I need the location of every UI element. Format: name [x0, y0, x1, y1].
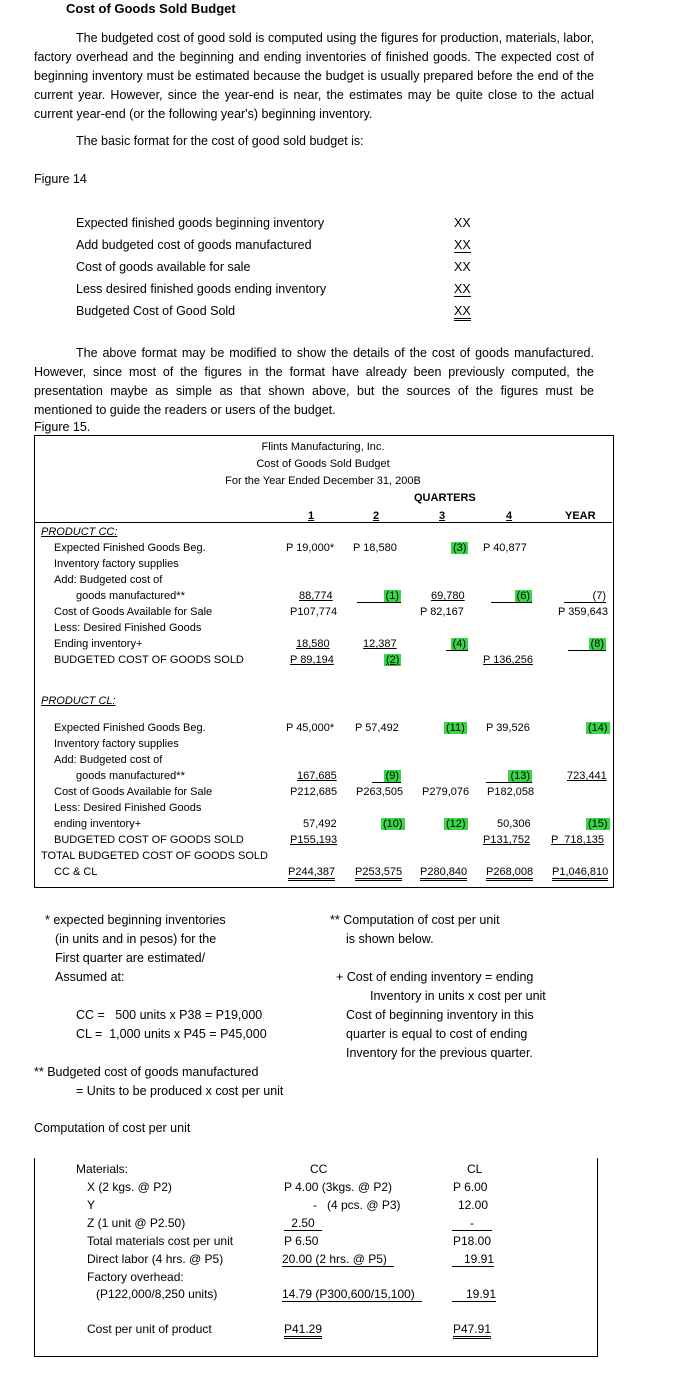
note-left-line: * expected beginning inventories [45, 913, 226, 927]
cl-gm-q1: 167,685 [297, 770, 337, 782]
format-row-value: XX [454, 282, 471, 296]
cc-gm-q3: 69,780 [431, 590, 465, 602]
cpu-header-cl: CL [467, 1162, 483, 1176]
cc-bcogs-q1: P 89,194 [290, 654, 334, 666]
cl-beg-year: (14) [588, 722, 608, 734]
x-label: X (2 kgs. @ P2) [87, 1180, 172, 1194]
row-label: Ending inventory+ [54, 638, 143, 650]
product-cc-heading: PRODUCT CC: [41, 526, 118, 538]
format-row-value: XX [454, 304, 471, 321]
note-left-line: Assumed at: [55, 970, 125, 984]
row-label: Less: Desired Finished Goods [54, 802, 202, 814]
q1-header: 1 [308, 510, 315, 522]
cc-beg-q3: (3) [453, 542, 467, 554]
paragraph-basic-format: The basic format for the cost of good sold budget is: [76, 134, 364, 148]
cl-bcogs-year: P 718,135 [551, 834, 605, 846]
note-right-line: ** Computation of cost per unit [330, 913, 500, 927]
row-label: Expected Finished Goods Beg. [54, 542, 206, 554]
row-label: Add: Budgeted cost of [54, 754, 163, 766]
total-q4: P268,008 [486, 866, 533, 881]
figure-14-label: Figure 14 [34, 172, 87, 186]
cc-bcogs-q2: (2) [386, 654, 400, 666]
total-materials-cc: P 6.50 [284, 1234, 319, 1248]
cost-per-unit-cc: P41.29 [284, 1322, 322, 1339]
note-right-line: quarter is equal to cost of ending [346, 1027, 528, 1041]
cc-avail-q1: P107,774 [290, 606, 338, 618]
factory-overhead-cc: 14.79 (P300,600/15,100) [282, 1287, 422, 1302]
factory-overhead-sub: (P122,000/8,250 units) [96, 1287, 218, 1301]
cc-end-q3: (4) [446, 638, 468, 651]
factory-overhead-cl: 19.91 [452, 1287, 496, 1302]
cl-gm-q2: (9) [372, 770, 401, 783]
format-row-label: Less desired finished goods ending inventory [76, 282, 327, 296]
cc-beginning-calc: CC = 500 units x P38 = P19,000 [76, 1008, 263, 1022]
table-period: For the Year Ended December 31, 200B [225, 475, 421, 487]
cl-gm-year: 723,441 [567, 770, 607, 782]
cc-beg-q2: P 18,580 [353, 542, 397, 554]
z-cl: - [452, 1216, 492, 1231]
note-right-line: Inventory for the previous quarter. [346, 1046, 533, 1060]
cc-avail-year: P 359,643 [558, 606, 608, 618]
bcgm-note: ** Budgeted cost of goods manufactured [34, 1065, 259, 1079]
total-year: P1,046,810 [552, 866, 608, 881]
cost-per-unit-cl: P47.91 [453, 1322, 491, 1339]
note-left-line: First quarter are estimated/ [55, 951, 206, 965]
cc-bcogs-q4: P 136,256 [483, 654, 533, 666]
cl-avail-q4: P182,058 [487, 786, 535, 798]
y-label: Y [87, 1198, 96, 1212]
total-materials-cl: P18.00 [453, 1234, 492, 1248]
total-materials-label: Total materials cost per unit [87, 1234, 234, 1248]
cc-gm-q1: 88,774 [299, 590, 333, 602]
cl-end-q2: (10) [383, 818, 403, 830]
format-row-value: XX [454, 260, 471, 274]
cl-end-q4: 50,306 [497, 818, 531, 830]
cl-end-year: (15) [588, 818, 608, 830]
cc-gm-year: (7) [564, 590, 606, 603]
figure-15-label: Figure 15. [34, 420, 91, 434]
header-rule [34, 522, 612, 523]
row-label: Less: Desired Finished Goods [54, 622, 202, 634]
q2-header: 2 [373, 510, 380, 522]
cl-gm-q4: (13) [486, 770, 532, 783]
y-cl: 12.00 [458, 1198, 489, 1212]
row-label: ending inventory+ [54, 818, 142, 830]
note-right-line: is shown below. [346, 932, 434, 946]
row-label: Inventory factory supplies [54, 558, 179, 570]
paragraph-modified-format: The above format may be modified to show the details of the cost of goods manufactured. However, since most of the figures in the format have already been previously computed, the presentation maybe as simple as that shown above, but the sources of the figures must be mentioned to guide the readers or users of the budget. [34, 346, 594, 417]
z-label: Z (1 unit @ P2.50) [87, 1216, 186, 1230]
direct-labor-cl: 19.91 [452, 1252, 494, 1267]
row-label: Add: Budgeted cost of [54, 574, 163, 586]
cc-end-q1: 18,580 [296, 638, 330, 650]
cl-beg-q3: (11) [446, 722, 465, 734]
cc-avail-q3: P 82,167 [420, 606, 464, 618]
format-row-label: Budgeted Cost of Good Sold [76, 304, 236, 318]
total-q2: P253,575 [355, 866, 402, 881]
cl-beg-q2: P 57,492 [355, 722, 399, 734]
cc-gm-q4: (6) [491, 590, 532, 603]
cl-beginning-calc: CL = 1,000 units x P45 = P45,000 [76, 1027, 267, 1041]
cc-end-year: (8) [568, 638, 606, 651]
materials-label: Materials: [76, 1162, 129, 1176]
note-right-line: + Cost of ending inventory = ending [336, 970, 534, 984]
bcgm-formula: = Units to be produced x cost per unit [76, 1084, 284, 1098]
row-label: Inventory factory supplies [54, 738, 179, 750]
note-left-line: (in units and in pesos) for the [55, 932, 217, 946]
row-label: goods manufactured** [76, 770, 185, 782]
cc-beg-q1: P 19,000* [286, 542, 335, 554]
paragraph-intro: The budgeted cost of good sold is computed using the figures for production, materials, labor, factory overhead and the beginning and ending inventories of finished goods. The expected cost of beginning inventory must be estimated because the budget is usually prepared before the end of the current year. However, since the year-end is near, the estimates may be quite close to the actual current year-end (or the following year's) beginning inventory. [34, 31, 594, 121]
cl-avail-q3: P279,076 [422, 786, 470, 798]
row-label: BUDGETED COST OF GOODS SOLD [54, 834, 244, 846]
cl-end-q1: 57,492 [303, 818, 337, 830]
quarters-header: QUARTERS [414, 492, 476, 504]
total-q1: P244,387 [288, 866, 335, 881]
format-row-value: XX [454, 216, 471, 230]
total-label: TOTAL BUDGETED COST OF GOODS SOLD [41, 850, 268, 862]
cl-beg-q1: P 45,000* [286, 722, 335, 734]
cl-bcogs-q4: P131,752 [483, 834, 531, 846]
q3-header: 3 [439, 510, 446, 522]
x-cc: P 4.00 (3kgs. @ P2) [284, 1180, 393, 1194]
row-label: Cost of Goods Available for Sale [54, 606, 213, 618]
cc-end-q2: 12,387 [363, 638, 397, 650]
row-label: BUDGETED COST OF GOODS SOLD [54, 654, 244, 666]
q4-header: 4 [506, 510, 513, 522]
cpu-box-bottom-border [34, 1356, 598, 1357]
direct-labor-cc: 20.00 (2 hrs. @ P5) [282, 1252, 394, 1267]
cl-bcogs-q1: P155,193 [290, 834, 338, 846]
format-row-label: Expected finished goods beginning inventory [76, 216, 325, 230]
table-title: Cost of Goods Sold Budget [256, 458, 390, 470]
cpu-box-left-border [34, 1158, 35, 1357]
row-label: goods manufactured** [76, 590, 185, 602]
cc-gm-q2: (1) [357, 590, 401, 603]
format-row-label: Add budgeted cost of goods manufactured [76, 238, 312, 252]
company-name: Flints Manufacturing, Inc. [261, 441, 385, 453]
format-row-label: Cost of goods available for sale [76, 260, 251, 274]
cpu-header-cc: CC [310, 1162, 328, 1176]
cl-avail-q1: P212,685 [290, 786, 338, 798]
format-row-value: XX [454, 238, 471, 252]
note-right-line: Inventory in units x cost per unit [370, 989, 546, 1003]
z-cc: 2.50 [284, 1216, 322, 1231]
cost-per-unit-label: Cost per unit of product [87, 1322, 212, 1336]
cc-beg-q4: P 40,877 [483, 542, 527, 554]
product-cl-heading: PRODUCT CL: [41, 695, 116, 707]
year-header: YEAR [565, 510, 596, 522]
x-cl: P 6.00 [453, 1180, 488, 1194]
cl-avail-q2: P263,505 [356, 786, 404, 798]
total-q3: P280,840 [420, 866, 467, 881]
cpu-box-right-border [597, 1158, 598, 1357]
cccl-label: CC & CL [54, 866, 98, 878]
direct-labor-label: Direct labor (4 hrs. @ P5) [87, 1252, 224, 1266]
row-label: Expected Finished Goods Beg. [54, 722, 206, 734]
cpu-title: Computation of cost per unit [34, 1121, 191, 1135]
cl-end-q3: (12) [446, 818, 466, 830]
note-right-line: Cost of beginning inventory in this [346, 1008, 534, 1022]
cl-beg-q4: P 39,526 [486, 722, 530, 734]
row-label: Cost of Goods Available for Sale [54, 786, 213, 798]
y-cc: - (4 pcs. @ P3) [313, 1198, 401, 1212]
section-heading: Cost of Goods Sold Budget [66, 1, 236, 16]
factory-overhead-label: Factory overhead: [87, 1270, 184, 1284]
